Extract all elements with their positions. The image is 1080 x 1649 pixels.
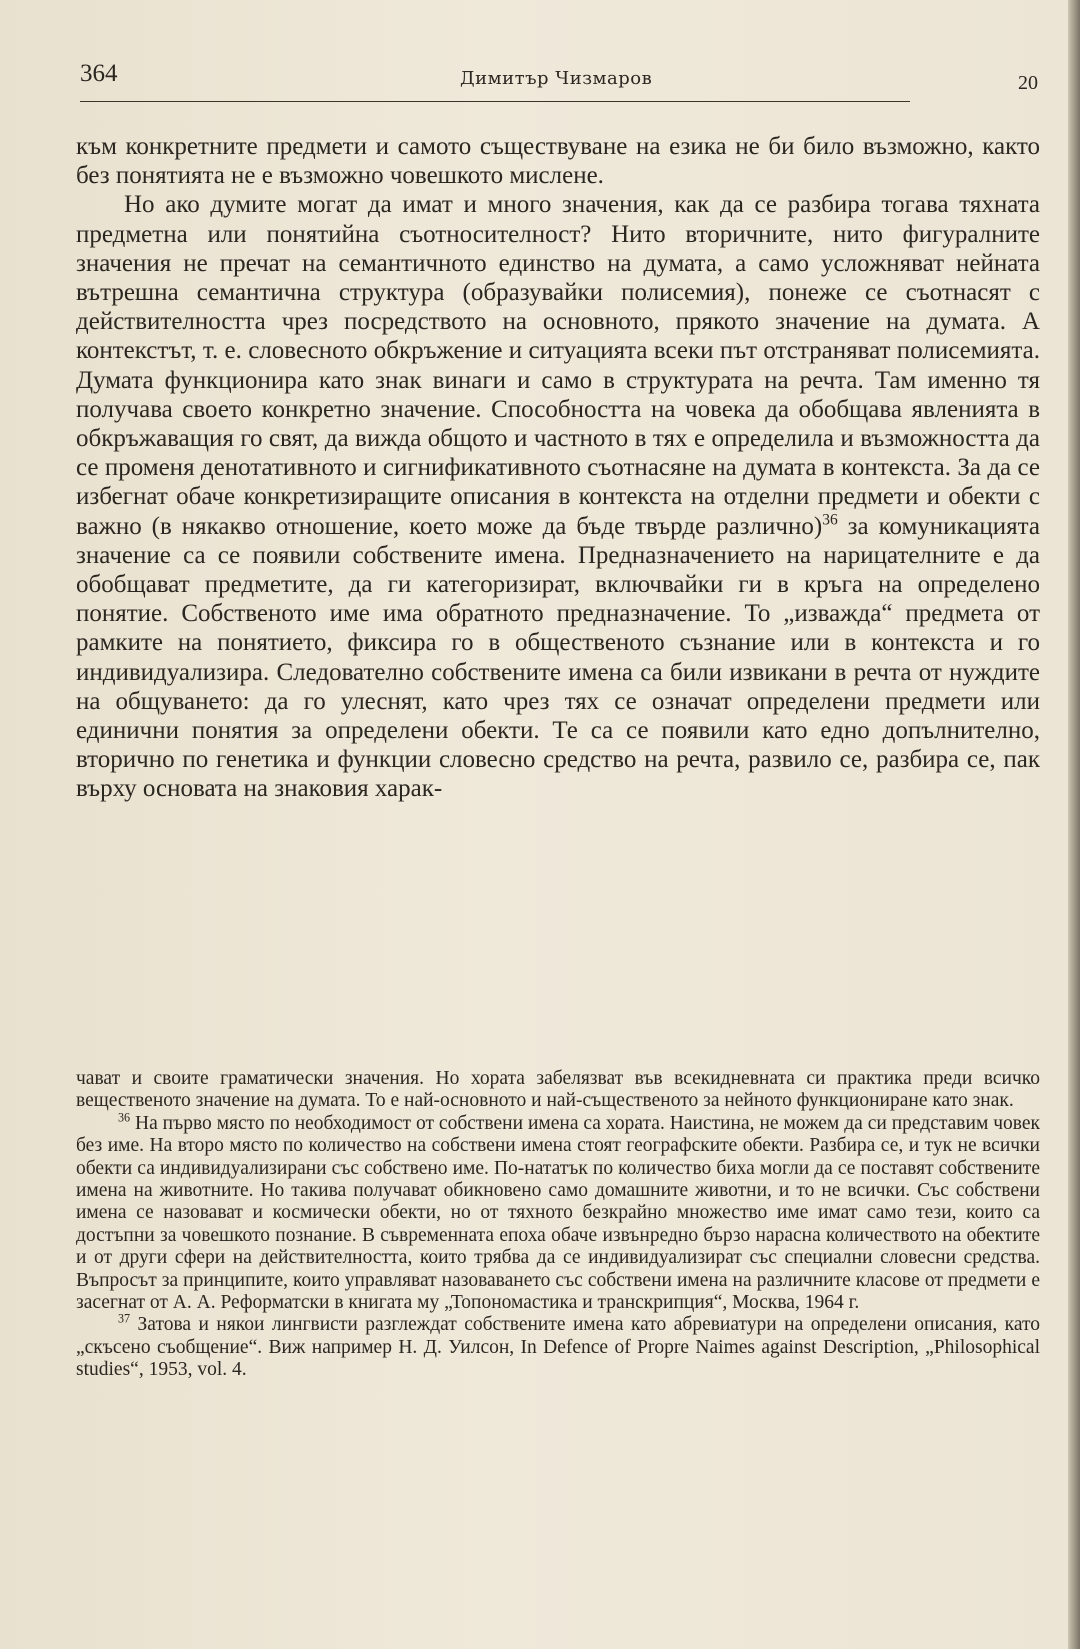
paragraph-2-part-a: Но ако думите могат да имат и много значения, как да се разбира тогава тяхната предметна или понятийна съотносителност? Нито вторичните, нито фигуралните значения не пречат на семантичното единство на думата, а само усложняват нейната вътрешна семантична структура (образувайки полисемия), понеже се съотнасят с действителността чрез посредството на основното, прякото значение на думата. А контекстът, т. е. словесното обкръжение и ситуацията всеки път отстраняват полисемията. Думата функционира като знак винаги и само в структурата на речта. Там именно тя получава своето конкретно значение. Способността на човека да обобщава явленията в обкръжаващия го свят, да вижда общото и частното в тях е определила и възможността да се променя денотативното и сигнификативното съотнасяне на думата в контекста. За да се избегнат обаче конкретизиращите описания в контекста на отделни предмети и обекти с важно (в някакво отношение, което може да бъде твърде различно) (76, 191, 1040, 540)
page-header (80, 60, 1040, 100)
page-number: 364 (80, 60, 118, 87)
paragraph-1: към конкретните предмети и самото съществуване на езика не би било възможно, както без понятията не е възможно човешкото мислене. (76, 133, 1040, 190)
header-rule (80, 101, 910, 102)
running-title: Димитър Чизмаров (460, 68, 653, 89)
footnote-36 (76, 1110, 1040, 1315)
footnote-37 (76, 1311, 1040, 1381)
footnote-37-text: Затова и някои лингвисти разглеждат собствените имена като абревиатури на определени описания, като „скъсено съобщение“. Виж например Н. Д. Уилсон, In Defence of Propre Naimes against Description, „Philosophical studies“, 1953, vol. 4. (76, 1314, 1040, 1381)
footnote-36-text: На първо място по необходимост от собствени имена са хората. Наистина, не можем да си представим човек без име. На второ място по количество на собствени имена стоят географските обекти. Разбира се, и тук не всички обекти са индивидуализирани със собствено име. По-нататък по количество биха могли да се поставят собствените имена на животните. Но такива получават обикновено само домашните животни, и то не всички. Със собствени имена се назовават и космически обекти, но от тяхното безкрайно множество име имат само тези, които са достъпни за човешкото познание. В съвременната епоха обаче извънредно бързо нарасна количеството на обектите и от други сфери на действителността, които трябва да се индивидуализират със специални словесни средства. Въпросът за принципите, които управляват назоваването със собствени имена на различните класове от предмети е засегнат от А. А. Реформатски в книгата му „Топономастика и транскрипция“, Москва, 1964 г. (76, 1112, 1040, 1314)
footnote-ref-36[interactable]: 36 (822, 511, 838, 529)
paragraph-2-part-b: за комуникацията значение са се появили собствените имена. Предназначението на нарицателните е да обобщават предметите, да ги категоризират, включвайки ги в кръга на определено понятие. Собственото име има обратното предназначение. То „изважда“ предмета от рамките на понятието, фиксира го в общественото съзнание или в контекста и го индивидуализира. Следователно собствените имена са били извикани в речта от нуждите на общуването: да го улеснят, като чрез тях се означат определени предмети или единични понятия за определени обекти. Те са се появили като едно допълнително, вторично по генетика и функции словесно средство на речта, развило се, разбира се, пак върху основата на знаковия харак- (76, 512, 1040, 803)
footnote-37-mark: 37 (118, 1311, 131, 1326)
footnote-36-mark: 36 (118, 1110, 131, 1125)
footnotes (76, 1068, 1040, 1382)
main-text (76, 132, 1040, 804)
page-edge-shadow (1068, 0, 1080, 1649)
paragraph-2 (76, 190, 1040, 803)
signature-number: 20 (1018, 72, 1038, 94)
footnote-continuation: чават и своите граматически значения. Но хората забелязват във всекидневната си практика преди всичко вещественото значение на думата. То е най-основното и най-същественото за нейното функциониране като знак. (76, 1068, 1040, 1112)
